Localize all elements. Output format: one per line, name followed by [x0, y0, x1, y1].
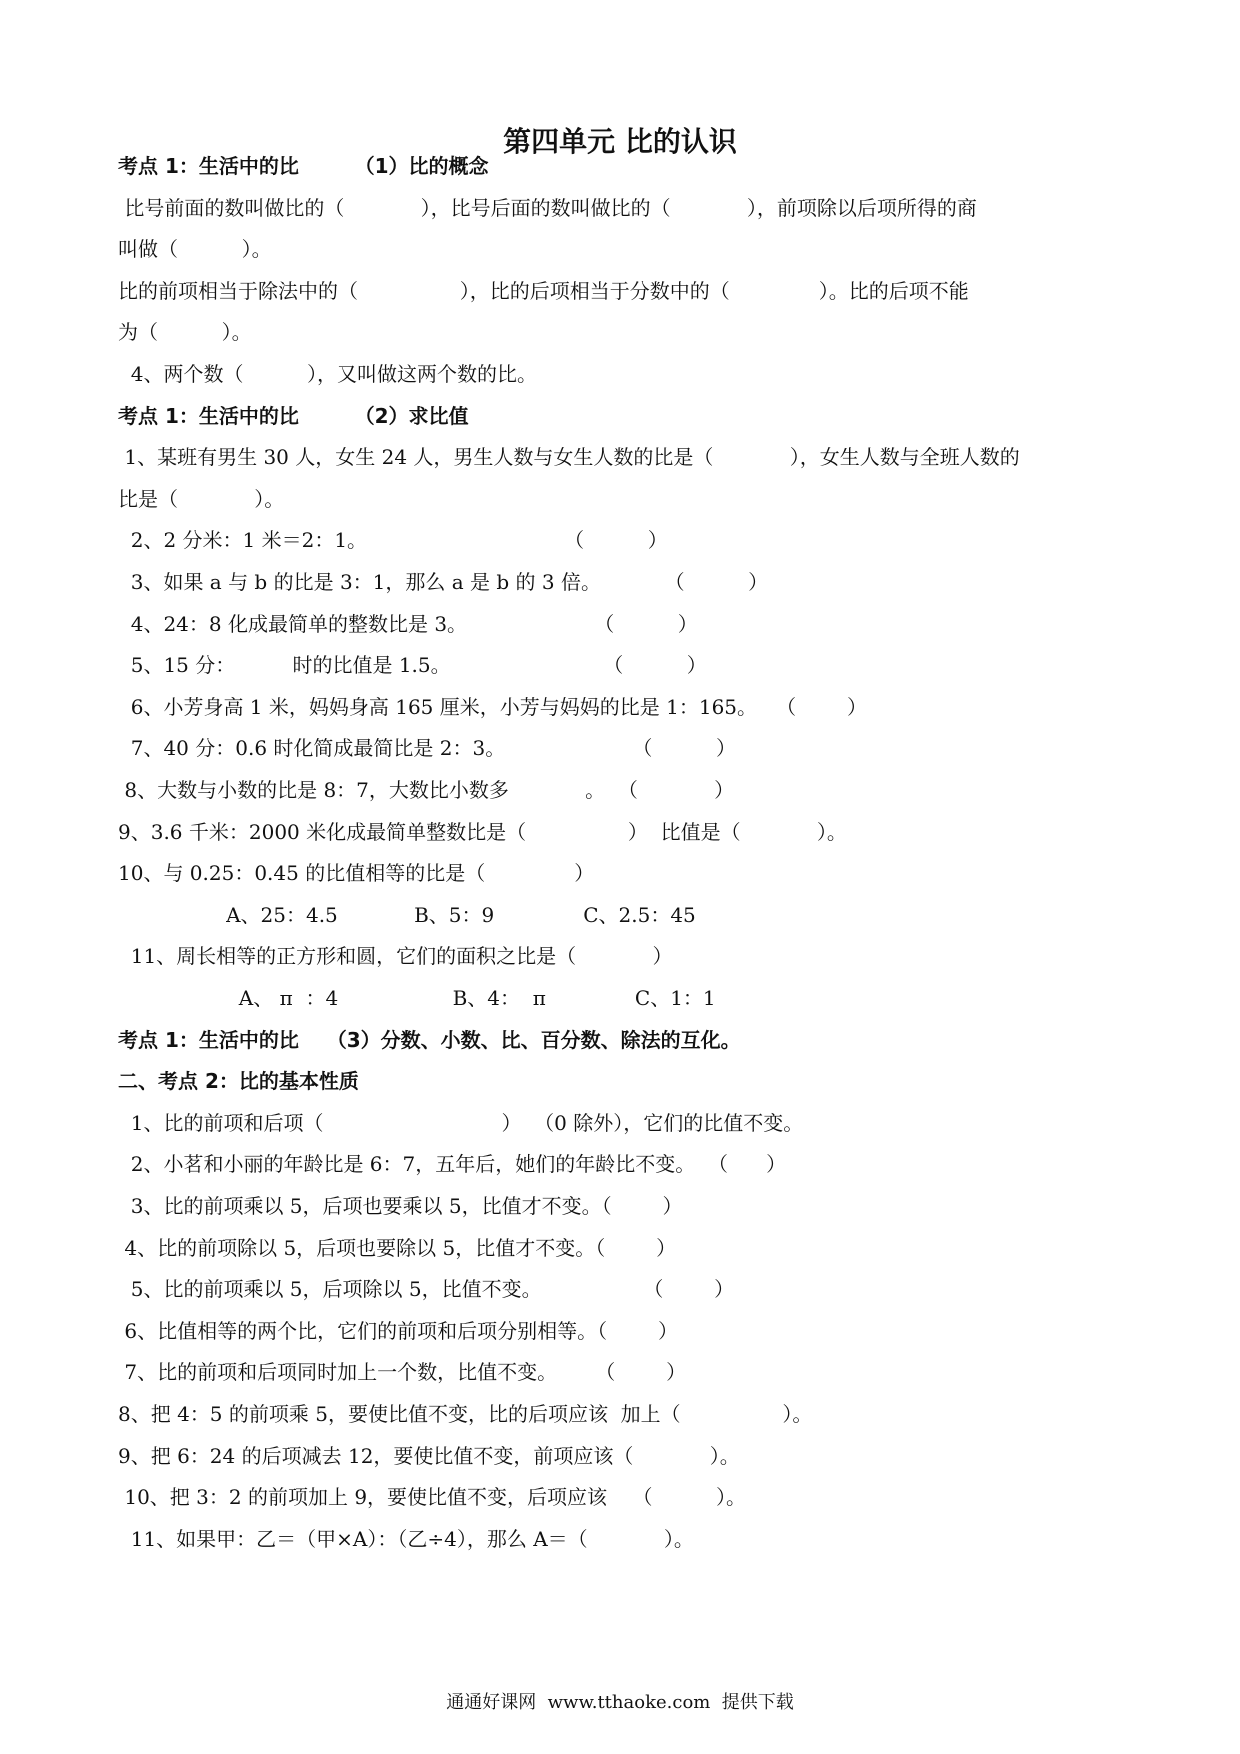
question-line: 3、比的前项乘以 5，后项也要乘以 5，比值才不变。（ ） [118, 1194, 683, 1218]
question-line: 4、24：8 化成最简单的整数比是 3。 （ ） [118, 612, 698, 636]
section-heading: 二、考点 2：比的基本性质 [118, 1069, 359, 1093]
question-line: 7、40 分：0.6 时化简成最简比是 2：3。 （ ） [118, 736, 736, 760]
question-line: 6、小芳身高 1 米，妈妈身高 165 厘米，小芳与妈妈的比是 1：165。 （ ） [118, 695, 867, 719]
question-line: 比号前面的数叫做比的（ ），比号后面的数叫做比的（ ），前项除以后项所得的商 [118, 196, 977, 220]
question-line: 8、把 4：5 的前项乘 5，要使比值不变，比的后项应该 加上（ ）。 [118, 1402, 813, 1426]
question-line: 1、比的前项和后项（ ） （0 除外），它们的比值不变。 [118, 1111, 804, 1135]
question-line: 6、比值相等的两个比，它们的前项和后项分别相等。（ ） [118, 1319, 678, 1343]
question-line: 11、如果甲：乙＝（甲×A）：（乙÷4），那么 A＝（ ）。 [118, 1527, 694, 1551]
footer-credit: 通通好课网 www.tthaoke.com 提供下载 [446, 1692, 794, 1713]
question-line: 4、两个数（ ），又叫做这两个数的比。 [118, 362, 538, 386]
section-heading: 考点 1：生活中的比 （1）比的概念 [118, 154, 489, 178]
question-line: A、 π ：4 B、4： π C、1：1 [118, 986, 716, 1010]
section-heading: 考点 1：生活中的比 （3）分数、小数、比、百分数、除法的互化。 [118, 1028, 741, 1052]
question-line: 1、某班有男生 30 人，女生 24 人，男生人数与女生人数的比是（ ），女生人数与全班人数的 [118, 445, 1020, 469]
question-line: A、25：4.5 B、5：9 C、2.5：45 [118, 903, 696, 927]
question-line: 7、比的前项和后项同时加上一个数，比值不变。 （ ） [118, 1360, 687, 1384]
question-line: 4、比的前项除以 5，后项也要除以 5，比值才不变。（ ） [118, 1236, 677, 1260]
question-line: 9、把 6：24 的后项减去 12，要使比值不变，前项应该（ ）。 [118, 1444, 740, 1468]
question-line: 2、2 分米：1 米＝2：1。 （ ） [118, 528, 668, 552]
page-title: 第四单元 比的认识 [503, 125, 737, 158]
question-line: 比是（ ）。 [118, 487, 285, 511]
question-line: 9、3.6 千米：2000 米化成最简单整数比是（ ） 比值是（ ）。 [118, 820, 847, 844]
question-line: 11、周长相等的正方形和圆，它们的面积之比是（ ） [118, 944, 673, 968]
question-line: 3、如果 a 与 b 的比是 3：1，那么 a 是 b 的 3 倍。 （ ） [118, 570, 769, 594]
question-line: 比的前项相当于除法中的（ ），比的后项相当于分数中的（ ）。比的后项不能 [118, 279, 969, 303]
question-line: 为（ ）。 [118, 320, 252, 344]
question-line: 5、比的前项乘以 5，后项除以 5，比值不变。 （ ） [118, 1277, 735, 1301]
question-line: 5、15 分： 时的比值是 1.5。 （ ） [118, 653, 707, 677]
section-heading: 考点 1：生活中的比 （2）求比值 [118, 404, 469, 428]
question-line: 叫做（ ）。 [118, 237, 272, 261]
question-line: 10、与 0.25：0.45 的比值相等的比是（ ） [118, 861, 595, 885]
question-line: 8、大数与小数的比是 8：7，大数比小数多 。 （ ） [118, 778, 735, 802]
question-line: 2、小茗和小丽的年龄比是 6：7，五年后，她们的年龄比不变。 （ ） [118, 1152, 787, 1176]
question-line: 10、把 3：2 的前项加上 9，要使比值不变，后项应该 （ ）。 [118, 1485, 747, 1509]
